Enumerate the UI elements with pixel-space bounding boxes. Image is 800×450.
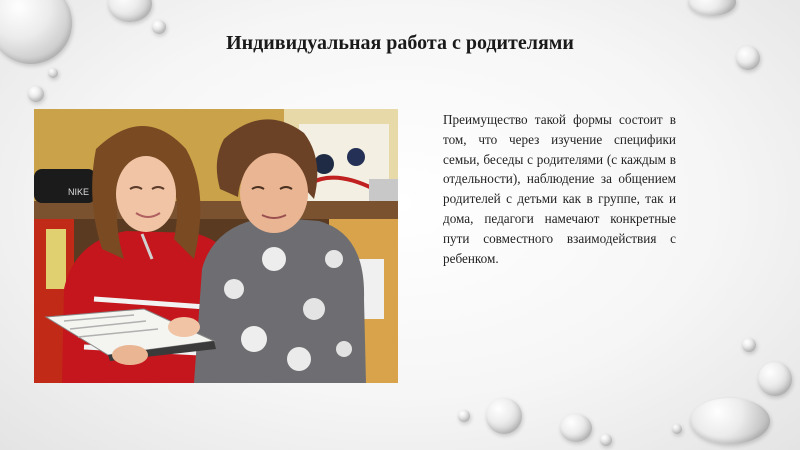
photo: [34, 109, 398, 383]
water-drop-decoration: [758, 362, 792, 396]
photo-illustration: [34, 109, 398, 383]
water-drop-decoration: [690, 398, 770, 444]
slide-title: Индивидуальная работа с родителями: [226, 32, 574, 54]
water-drop-decoration: [48, 68, 58, 78]
water-drop-decoration: [688, 0, 736, 16]
water-drop-decoration: [736, 46, 760, 70]
water-drop-decoration: [672, 424, 682, 434]
water-drop-decoration: [458, 410, 470, 422]
water-drop-decoration: [108, 0, 152, 22]
water-drop-decoration: [600, 434, 612, 446]
water-drop-decoration: [560, 414, 592, 442]
body-text: Преимущество такой формы состоит в том, что через изучение специфики семьи, беседы с родителями (с каждым в отдельности), наблюдение за общением родителей с детьми как в группе, так и дома, педагоги намечают конкретные пути совместного взаимодействия с ребенком.: [443, 112, 676, 266]
water-drop-decoration: [28, 86, 44, 102]
water-drop-decoration: [0, 0, 72, 64]
water-drop-decoration: [742, 338, 756, 352]
bag-label: NIKE: [68, 187, 90, 197]
water-drop-decoration: [486, 398, 522, 434]
